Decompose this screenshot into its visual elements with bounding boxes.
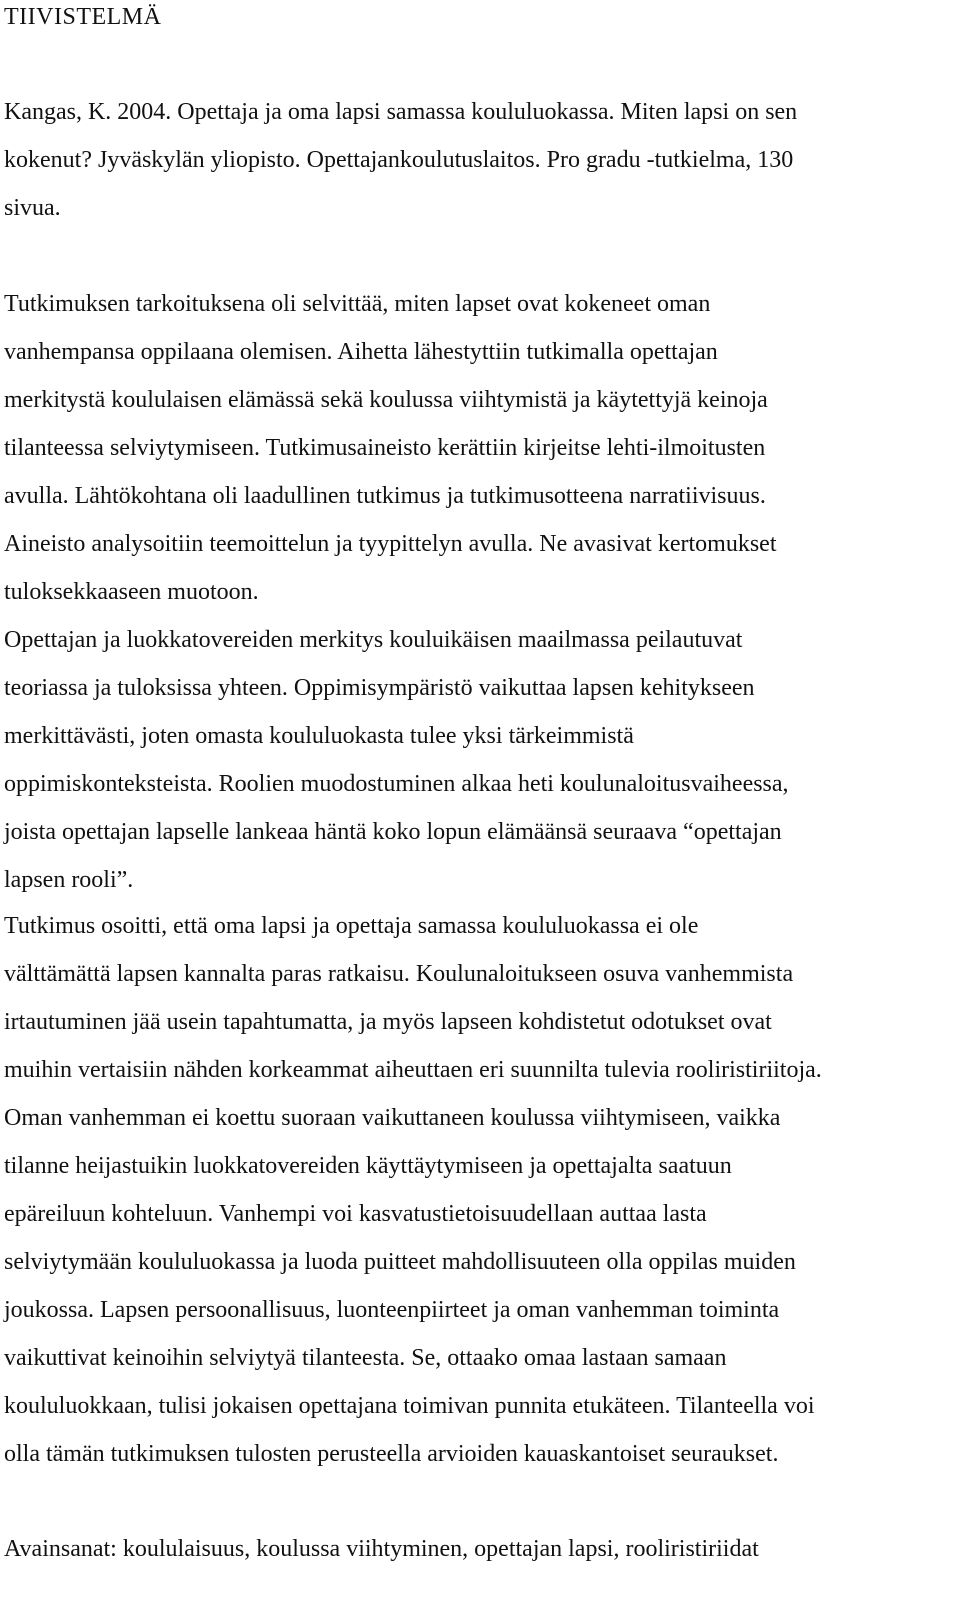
body-paragraph-3: Tutkimus osoitti, että oma lapsi ja opettaja samassa koululuokassa ei ole välttämättä lapsen kannalta paras ratkaisu. Koulunaloitukseen osuva vanhemmista irtautuminen jää usein tapahtumatta, ja myös lapseen kohdistetut odotukset ovat muihin vertaisiin nähden korkeammat aiheuttaen eri suunnilta tulevia rooliristiriitoja. Oman vanhemman ei koettu suoraan vaikuttaneen koulussa viihtymiseen, vaikka tilanne heijastuikin luokkatovereiden käyttäytymiseen ja opettajalta saatuun epäreiluun kohteluun. Vanhempi voi kasvatustietoisuudellaan auttaa lasta selviytymään koululuokassa ja luoda puitteet mahdollisuuteen olla oppilas muiden joukossa. Lapsen persoonallisuus, luonteenpiirteet ja oman vanhemman toiminta vaikuttivat keinoihin selviytyä tilanteesta. Se, ottaako omaa lastaan samaan koululuokkaan, tulisi jokaisen opettajana toimivan punnita etukäteen. Tilanteella voi olla tämän tutkimuksen tulosten perusteella arvioiden kauaskantoiset seuraukset. — [4, 913, 822, 1467]
body-paragraph-2: Opettajan ja luokkatovereiden merkitys kouluikäisen maailmassa peilautuvat teoriassa ja tuloksissa yhteen. Oppimisympäristö vaikuttaa lapsen kehitykseen merkittävästi, joten omasta koululuokasta tulee yksi tärkeimmistä oppimiskonteksteista. Roolien muodostuminen alkaa heti koulunaloitusvaiheessa, joista opettajan lapselle lankeaa häntä koko lopun elämäänsä seuraava “opettajan lapsen rooli”. — [4, 627, 789, 893]
abstract-heading: TIIVISTELMÄ — [4, 4, 162, 30]
citation-paragraph: Kangas, K. 2004. Opettaja ja oma lapsi samassa koululuokassa. Miten lapsi on sen kokenut? Jyväskylän yliopisto. Opettajankoulutuslaitos. Pro gradu -tutkielma, 130 sivua. — [4, 99, 798, 221]
keywords-line: Avainsanat: koululaisuus, koulussa viihtyminen, opettajan lapsi, rooliristiriidat — [4, 1536, 759, 1562]
body-paragraph-1: Tutkimuksen tarkoituksena oli selvittää, miten lapset ovat kokeneet oman vanhempansa oppilaana olemisen. Aihetta lähestyttiin tutkimalla opettajan merkitystä koululaisen elämässä sekä koulussa viihtymistä ja käytettyjä keinoja tilanteessa selviytymiseen. Tutkimusaineisto kerättiin kirjeitse lehti-ilmoitusten avulla. Lähtökohtana oli laadullinen tutkimus ja tutkimusotteena narratiivisuus. Aineisto analysoitiin teemoittelun ja tyypittelyn avulla. Ne avasivat kertomukset tuloksekkaaseen muotoon. — [4, 291, 777, 605]
